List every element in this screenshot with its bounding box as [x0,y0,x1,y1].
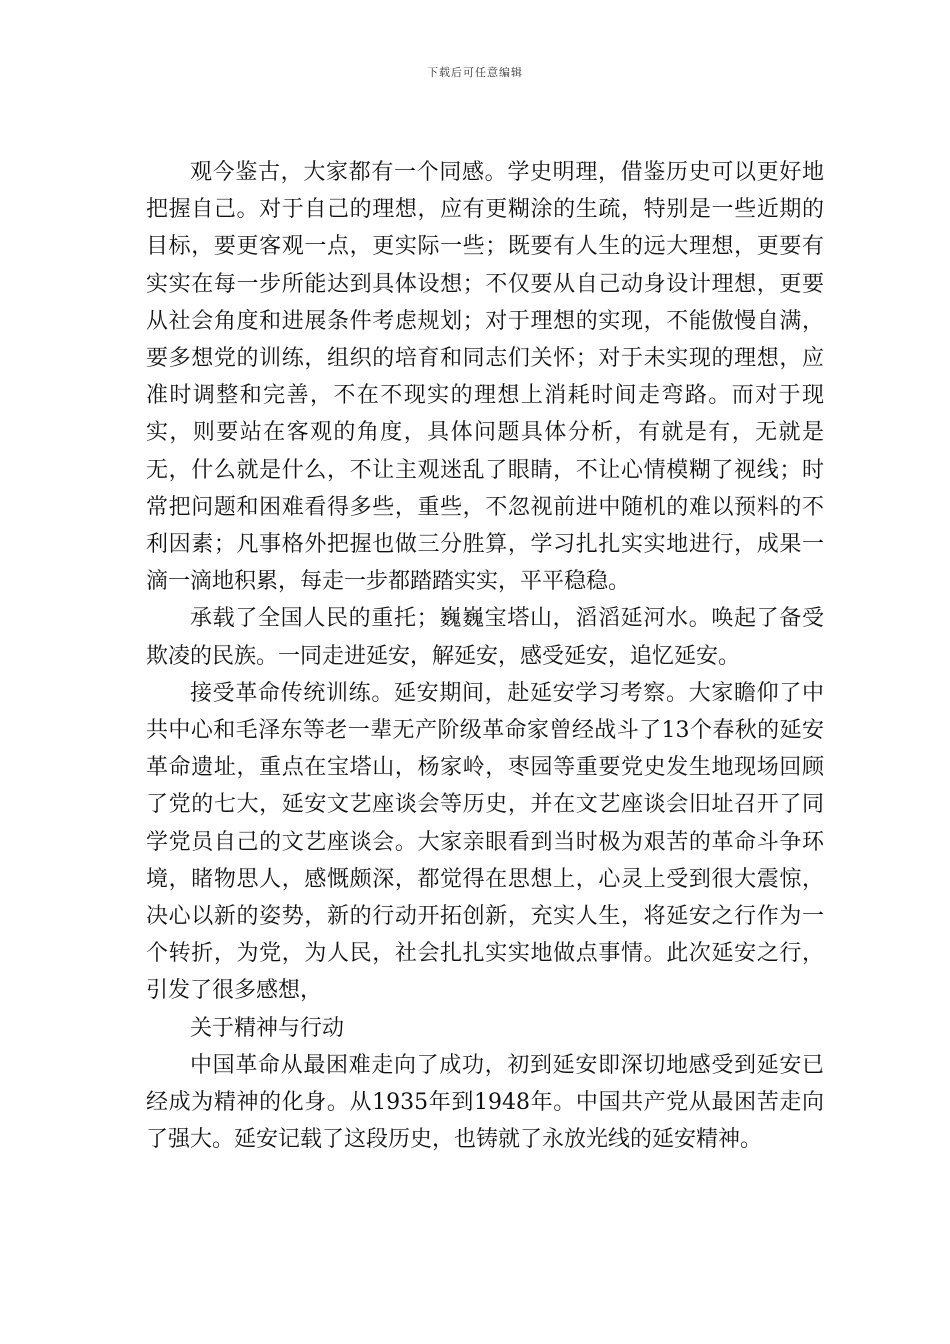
paragraph-4: 中国革命从最困难走向了成功，初到延安即深切地感受到延安已经成为精神的化身。从1935年到1948年。中国共产党从最困苦走向了强大。延安记载了这段历史，也铸就了永放光线的延安精神。 [146,1052,824,1153]
page-header: 下载后可任意编辑 [427,66,523,79]
document-body [146,154,824,1158]
section-heading: 关于精神与行动 [190,1015,345,1041]
paragraph-2: 承载了全国人民的重托；巍巍宝塔山，滔滔延河水。唤起了备受欺凌的民族。一同走进延安，解延安，感受延安，追忆延安。 [146,606,824,669]
paragraph-3: 接受革命传统训练。延安期间，赴延安学习考察。大家瞻仰了中共中心和毛泽东等老一辈无产阶级革命家曾经战斗了13个春秋的延安革命遗址，重点在宝塔山，杨家岭，枣园等重要党史发生地现场回顾了党的七大，延安文艺座谈会等历史，并在文艺座谈会旧址召开了同学党员自己的文艺座谈会。大家亲眼看到当时极为艰苦的革命斗争环境，睹物思人，感慨颇深，都觉得在思想上，心灵上受到很大震惊，决心以新的姿势，新的行动开拓创新，充实人生，将延安之行作为一个转折，为党，为人民，社会扎扎实实地做点事情。此次延安之行，引发了很多感想， [146,680,824,1004]
paragraph-1: 观今鉴古，大家都有一个同感。学史明理，借鉴历史可以更好地把握自己。对于自己的理想，应有更糊涂的生疏，特别是一些近期的目标，要更客观一点，更实际一些；既要有人生的远大理想，更要有实实在每一步所能达到具体设想；不仅要从自己动身设计理想，更要从社会角度和进展条件考虑规划；对于理想的实现，不能傲慢自满，要多想党的训练，组织的培育和同志们关怀；对于未实现的理想，应准时调整和完善，不在不现实的理想上消耗时间走弯路。而对于现实，则要站在客观的角度，具体问题具体分析，有就是有，无就是无，什么就是什么，不让主观迷乱了眼睛，不让心情模糊了视线；时常把问题和困难看得多些，重些，不忽视前进中随机的难以预料的不利因素；凡事格外把握也做三分胜算，学习扎扎实实地进行，成果一滴一滴地积累，每走一步都踏踏实实，平平稳稳。 [146,160,824,595]
